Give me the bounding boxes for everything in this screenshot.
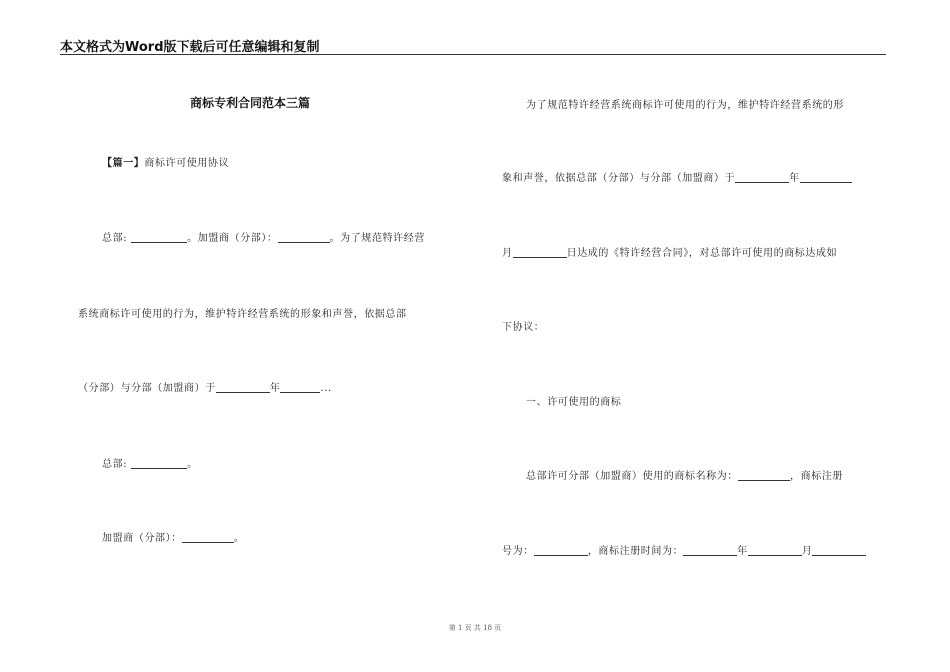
contract-year-blank[interactable] [735,172,789,183]
reg-date-label: ，商标注册时间为： [587,546,684,557]
reg-day-blank[interactable] [812,545,866,556]
clause-heading-1: 一、许可使用的商标 [526,397,622,408]
document-title: 商标专利合同范本三篇 [190,96,311,110]
signature-franchisee-end: 。 [233,533,245,544]
signature-hq-label: 总部: [102,459,128,470]
signature-franchisee-line [102,529,244,544]
ellipsis: ... [320,383,332,394]
hq-label: 总部: [102,233,128,244]
franchisee-label: 。加盟商（分部）： [187,233,278,244]
trademark-name-label: 总部许可分部（加盟商）使用的商标名称为： [526,471,738,482]
agreement-month-blank[interactable] [280,382,320,393]
left-paragraph-line-1 [102,229,425,244]
page-footer: 第 1 页 共 18 页 [448,624,502,632]
header-text: 本文格式为Word版下载后可任意编辑和复制 [60,40,320,55]
contract-month-blank[interactable] [800,172,852,183]
reg-number-blank[interactable] [534,545,588,556]
reg-number-label: 号为： [502,546,534,557]
reg-year-blank[interactable] [683,545,737,556]
contract-day-blank[interactable] [513,247,567,258]
reg-month-blank[interactable] [748,545,802,556]
section-title: 商标许可使用协议 [144,158,230,169]
left-paragraph-line-3 [78,379,332,394]
right-line-2-text: 象和声誉，依据总部（分部）与分部（加盟商）于 [502,173,736,184]
signature-hq-blank[interactable] [131,458,187,469]
signature-franchisee-label: 加盟商（分部）： [102,533,182,544]
trademark-reg-label: ，商标注册 [790,471,843,482]
agreement-year-blank[interactable] [216,382,270,393]
right-paragraph-line-3 [502,244,837,259]
section-heading [102,154,229,169]
franchisee-name-blank[interactable] [278,232,330,243]
year-label: 年 [269,383,281,394]
right-paragraph-line-5 [526,467,843,482]
year-label: 年 [789,173,800,184]
month-label: 月 [502,248,513,259]
year-label: 年 [737,546,748,557]
page-header [60,34,886,55]
signature-franchisee-blank[interactable] [182,532,234,543]
agreement-parties-text: （分部）与分部（加盟商）于 [78,383,216,394]
right-paragraph-line-1: 为了规范特许经营系统商标许可使用的行为，维护特许经营系统的形 [526,100,844,111]
section-tag: 【篇一】 [102,158,145,169]
month-label: 月 [801,546,813,557]
signature-hq-end: 。 [187,459,198,470]
right-paragraph-line-4: 下协议： [502,322,545,333]
right-line-3-text: 日达成的《特许经营合同》，对总部许可使用的商标达成如 [566,248,838,259]
right-paragraph-line-2 [502,169,852,184]
hq-name-blank[interactable] [131,232,187,243]
right-paragraph-line-6 [502,542,866,557]
signature-hq-line [102,455,198,470]
left-paragraph-line-2: 系统商标许可使用的行为，维护特许经营系统的形象和声誉，依据总部 [78,309,407,320]
trademark-name-blank[interactable] [738,470,790,481]
purpose-tail: 。为了规范特许经营 [329,233,425,244]
